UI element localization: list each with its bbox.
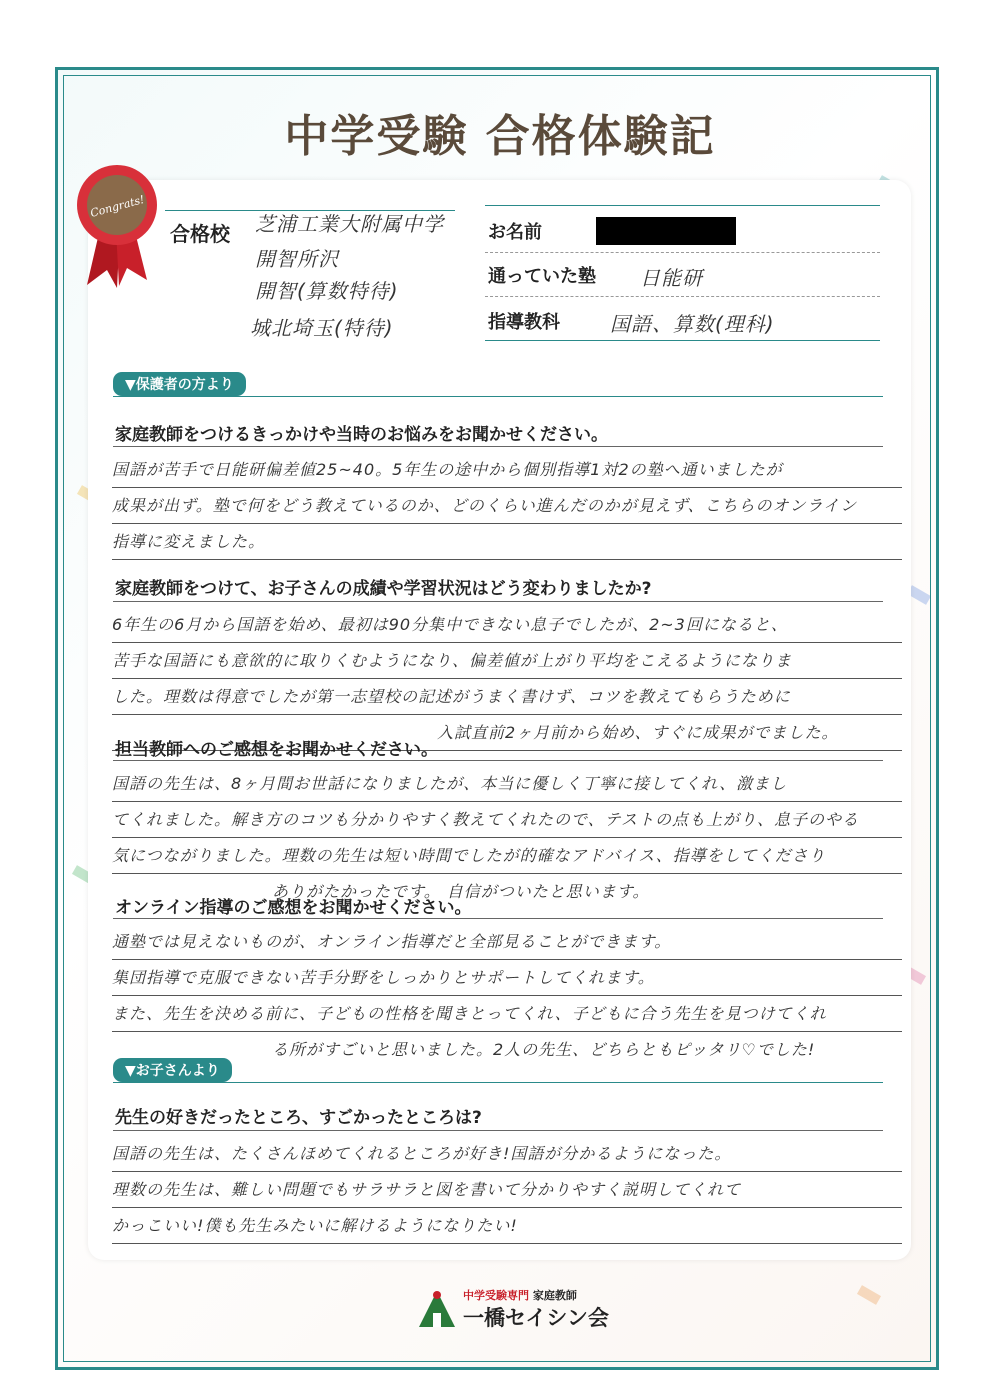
cram-school-value: 日能研: [640, 266, 703, 290]
school-2: 開智所沢: [255, 247, 339, 271]
answer-2: [112, 607, 902, 751]
answer-line: 国語の先生は、たくさんほめてくれるところが好き!国語が分かるようになった。: [112, 1136, 902, 1172]
brand-name: 一橋セイシン会: [463, 1306, 609, 1330]
answer-line: した。理数は得意でしたが第一志望校の記述がうまく書けず、コツを教えてもらうために: [112, 679, 902, 715]
answer-line: 苦手な国語にも意欲的に取りくむようになり、偏差値が上がり平均をこえるようになりま: [112, 643, 902, 679]
school-3: 開智(算数特待): [255, 279, 399, 303]
answer-line: 成果が出ず。塾で何をどう教えているのか、どのくらい進んだのかが見えず、こちらのオンライン: [112, 488, 902, 524]
answer-line: 入試直前2ヶ月前から始め、すぐに成果がでました。: [112, 715, 902, 751]
school-4: 城北埼玉(特待): [250, 316, 394, 340]
brand-mark-icon: [415, 1287, 459, 1331]
ribbon-text: Congrats!: [88, 192, 146, 220]
answer-1: [112, 452, 902, 560]
answer-line: 集団指導で克服できない苦手分野をしっかりとサポートしてくれます。: [112, 960, 902, 996]
child-section-tag: ▼お子さんより: [113, 1058, 232, 1082]
subjects-value: 国語、算数(理科): [610, 312, 775, 336]
question-5: 先生の好きだったところ、すごかったところは?: [115, 1108, 482, 1128]
congrats-ribbon-icon: [72, 160, 162, 290]
pass-school-label: 合格校: [170, 222, 230, 246]
redacted-name: [596, 217, 736, 245]
answer-line: 国語が苦手で日能研偏差値25~40。5年生の途中から個別指導1対2の塾へ通いましたが: [112, 452, 902, 488]
answer-line: かっこいい!僕も先生みたいに解けるようになりたい!: [112, 1208, 902, 1244]
cram-school-label: 通っていた塾: [488, 266, 596, 287]
answer-line: 6年生の6月から国語を始め、最初は90分集中できない息子でしたが、2~3回になると、: [112, 607, 902, 643]
answer-line: てくれました。解き方のコツも分かりやすく教えてくれたので、テストの点も上がり、息子のやる: [112, 802, 902, 838]
question-3: 担当教師へのご感想をお聞かせください。: [115, 740, 438, 760]
question-2: 家庭教師をつけて、お子さんの成績や学習状況はどう変わりましたか?: [115, 579, 652, 599]
brand-logo: [415, 1285, 615, 1335]
answer-3: [112, 766, 902, 909]
answer-line: 国語の先生は、8ヶ月間お世話になりましたが、本当に優しく丁寧に接してくれ、激まし: [112, 766, 902, 802]
school-1: 芝浦工業大附属中学: [255, 212, 444, 236]
answer-line: 指導に変えました。: [112, 524, 902, 560]
answer-4: [112, 924, 902, 1067]
name-label: お名前: [488, 222, 542, 243]
parents-section-tag: ▼保護者の方より: [113, 372, 246, 396]
answer-line: る所がすごいと思いました。2人の先生、どちらともピッタリ♡でした!: [272, 1040, 816, 1059]
subjects-label: 指導教科: [488, 312, 560, 333]
page-title: 中学受験 合格体験記: [284, 111, 716, 162]
tagline: 家庭教師: [532, 1289, 577, 1302]
answer-line: 理数の先生は、難しい問題でもサラサラと図を書いて分かりやすく説明してくれて: [112, 1172, 902, 1208]
answer-line: また、先生を決める前に、子どもの性格を聞きとってくれ、子どもに合う先生を見つけてくれ: [112, 996, 902, 1032]
question-1: 家庭教師をつけるきっかけや当時のお悩みをお聞かせください。: [115, 425, 608, 445]
answer-line: ありがたかったです。 自信がついたと思います。: [272, 882, 650, 901]
answer-line: 通塾では見えないものが、オンライン指導だと全部見ることができます。: [112, 924, 902, 960]
answer-5: [112, 1136, 902, 1244]
answer-line: 気につながりました。理数の先生は短い時間でしたが的確なアドバイス、指導をしてくださり: [112, 838, 902, 874]
question-4: オンライン指導のご感想をお聞かせください。: [115, 898, 472, 918]
tagline-red: 中学受験専門: [463, 1289, 529, 1302]
